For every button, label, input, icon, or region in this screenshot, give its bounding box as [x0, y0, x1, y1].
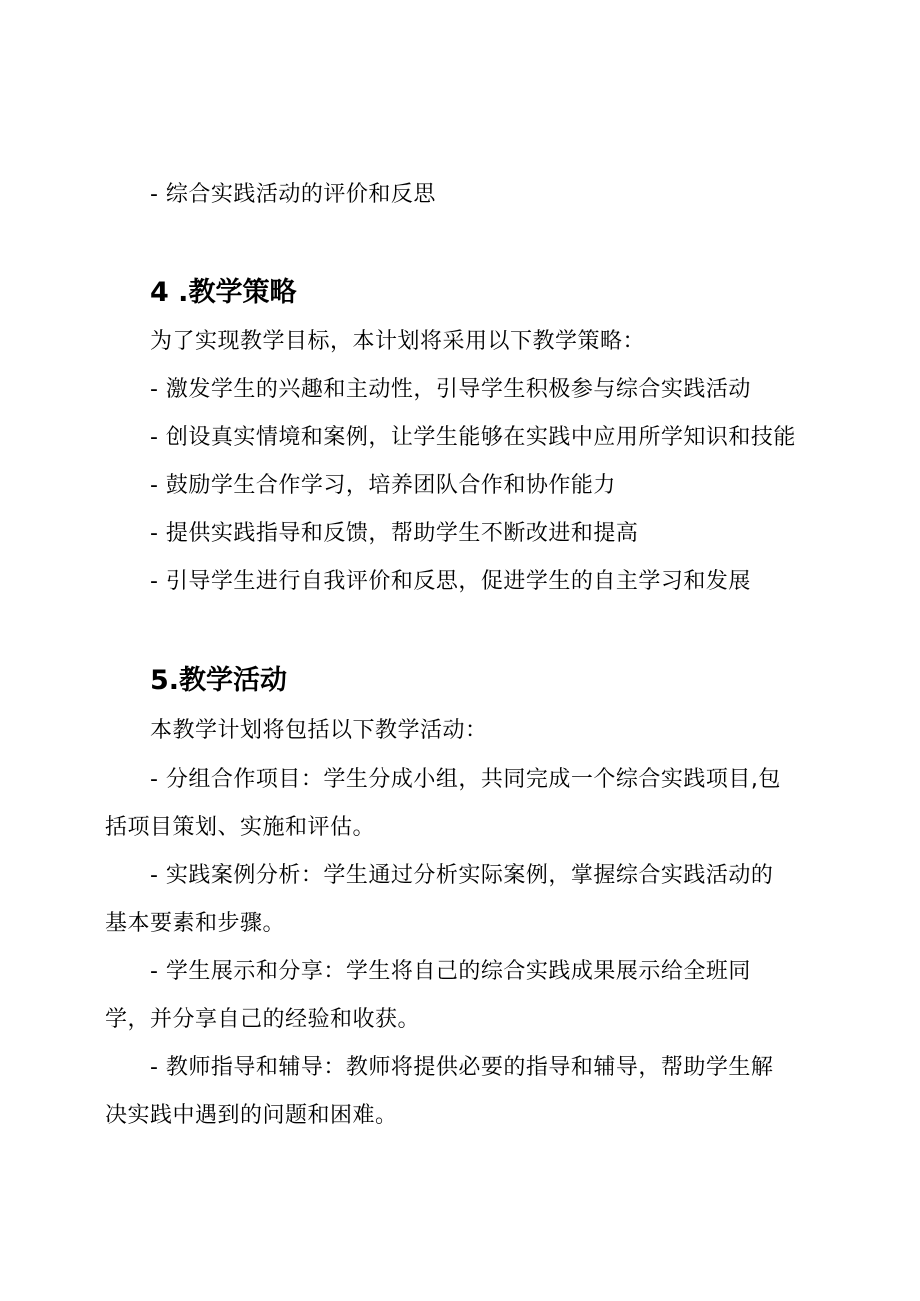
- list-item: - 提供实践指导和反馈，帮助学生不断改进和提高: [150, 521, 639, 546]
- activity-line-2: 学，并分享自己的经验和收获。: [105, 1007, 421, 1032]
- section-intro-5: 本教学计划将包括以下教学活动：: [150, 718, 488, 743]
- section-heading-5: 5.教学活动: [150, 665, 288, 696]
- list-item: - 创设真实情境和案例，让学生能够在实践中应用所学知识和技能: [150, 425, 796, 450]
- list-item: - 激发学生的兴趣和主动性，引导学生积极参与综合实践活动: [150, 377, 751, 402]
- activity-line-2: 基本要素和步骤。: [105, 911, 286, 936]
- activity-line-2: 决实践中遇到的问题和困难。: [105, 1103, 398, 1128]
- activity-line-2: 括项目策划、实施和评估。: [105, 815, 376, 840]
- section-intro-4: 为了实现教学目标，本计划将采用以下教学策略：: [150, 329, 646, 354]
- activity-line-1: - 教师指导和辅导：教师将提供必要的指导和辅导，帮助学生解: [150, 1055, 774, 1080]
- list-item: - 鼓励学生合作学习，培养团队合作和协作能力: [150, 473, 616, 498]
- activity-line-1: - 分组合作项目：学生分成小组，共同完成一个综合实践项目,包: [150, 767, 781, 792]
- list-item: - 引导学生进行自我评价和反思，促进学生的自主学习和发展: [150, 569, 751, 594]
- list-item: - 综合实践活动的评价和反思: [150, 182, 436, 207]
- section-heading-4: 4 .教学策略: [150, 277, 297, 308]
- activity-line-1: - 实践案例分析：学生通过分析实际案例，掌握综合实践活动的: [150, 863, 774, 888]
- activity-line-1: - 学生展示和分享：学生将自己的综合实践成果展示给全班同: [150, 959, 751, 984]
